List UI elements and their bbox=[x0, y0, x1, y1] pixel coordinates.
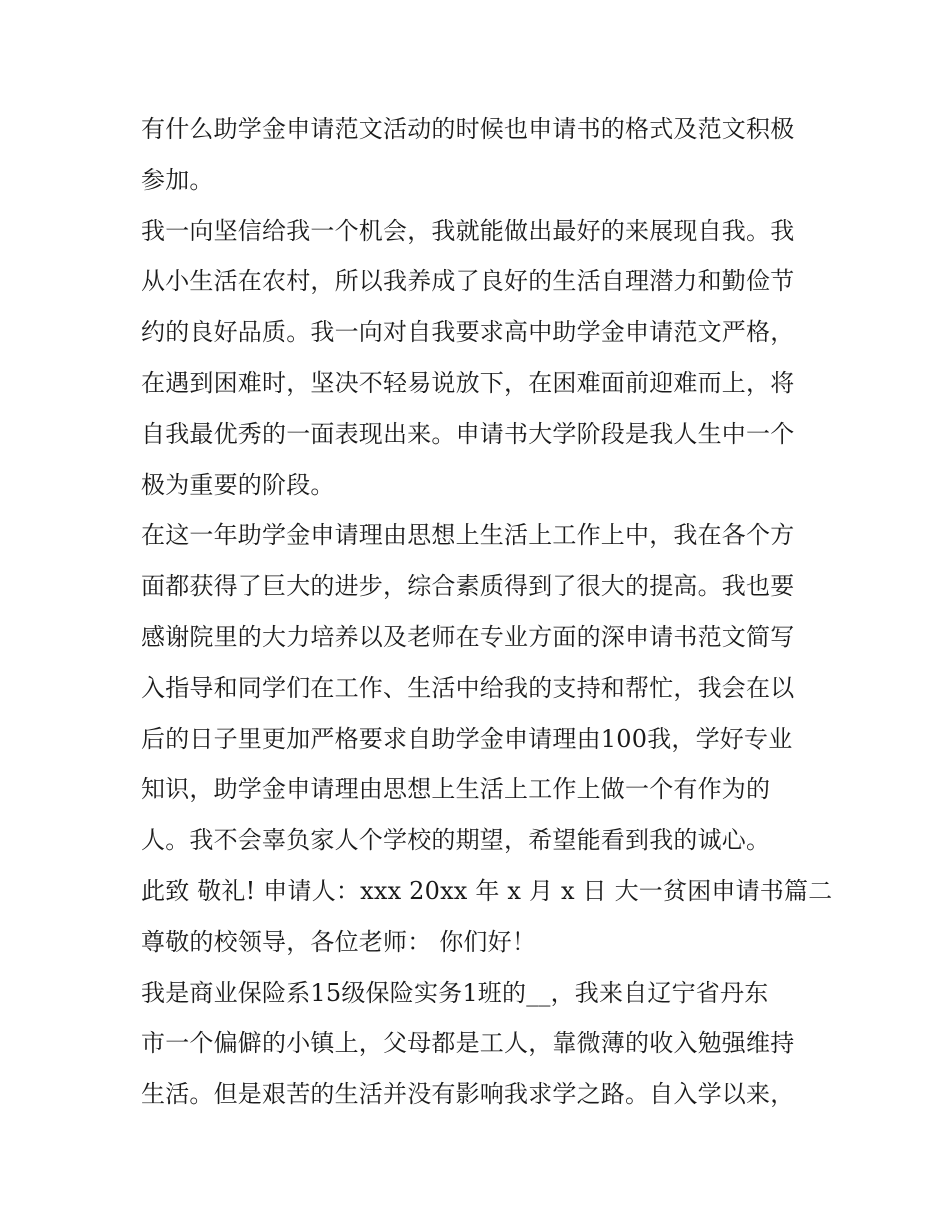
text-line: 在这一年助学金申请理由思想上生活上工作上中，我在各个方 bbox=[141, 521, 795, 550]
text-line: 我是商业保险系15级保险实务1班的__，我来自辽宁省丹东 bbox=[141, 978, 769, 1007]
text-line: 我一向坚信给我一个机会，我就能做出最好的来展现自我。我 bbox=[141, 216, 795, 245]
document-body bbox=[141, 104, 833, 1120]
text-line: 从小生活在农村，所以我养成了良好的生活自理潜力和勤俭节 bbox=[141, 267, 795, 296]
text-line: 有什么助学金申请范文活动的时候也申请书的格式及范文积极 bbox=[141, 115, 795, 143]
text-line: 尊敬的校领导，各位老师： 你们好！ bbox=[141, 927, 537, 956]
text-line: 参加。 bbox=[141, 165, 214, 194]
text-line: 入指导和同学们在工作、生活中给我的支持和帮忙，我会在以 bbox=[141, 673, 795, 702]
text-line: 在遇到困难时，坚决不轻易说放下，在困难面前迎难而上，将 bbox=[141, 368, 795, 397]
text-line: 面都获得了巨大的进步，综合素质得到了很大的提高。我也要 bbox=[141, 572, 795, 601]
text-line: 生活。但是艰苦的生活并没有影响我求学之路。自入学以来， bbox=[141, 1080, 795, 1109]
text-line: 人。我不会辜负家人个学校的期望，希望能看到我的诚心。 bbox=[141, 826, 771, 855]
text-line: 知识，助学金申请理由思想上生活上工作上做一个有作为的 bbox=[141, 775, 771, 804]
text-line: 后的日子里更加严格要求自助学金申请理由100我，学好专业 bbox=[141, 724, 793, 753]
text-line: 自我最优秀的一面表现出来。申请书大学阶段是我人生中一个 bbox=[141, 419, 795, 448]
text-line: 市一个偏僻的小镇上，父母都是工人，靠微薄的收入勉强维持 bbox=[141, 1029, 795, 1058]
text-line: 约的良好品质。我一向对自我要求高中助学金申请范文严格， bbox=[141, 318, 795, 347]
text-line: 极为重要的阶段。 bbox=[141, 470, 335, 499]
text-line: 感谢院里的大力培养以及老师在专业方面的深申请书范文简写 bbox=[141, 622, 795, 651]
text-line: 此致 敬礼! 申请人：xxx 20xx 年 x 月 x 日 大一贫困申请书篇二 bbox=[141, 876, 833, 905]
